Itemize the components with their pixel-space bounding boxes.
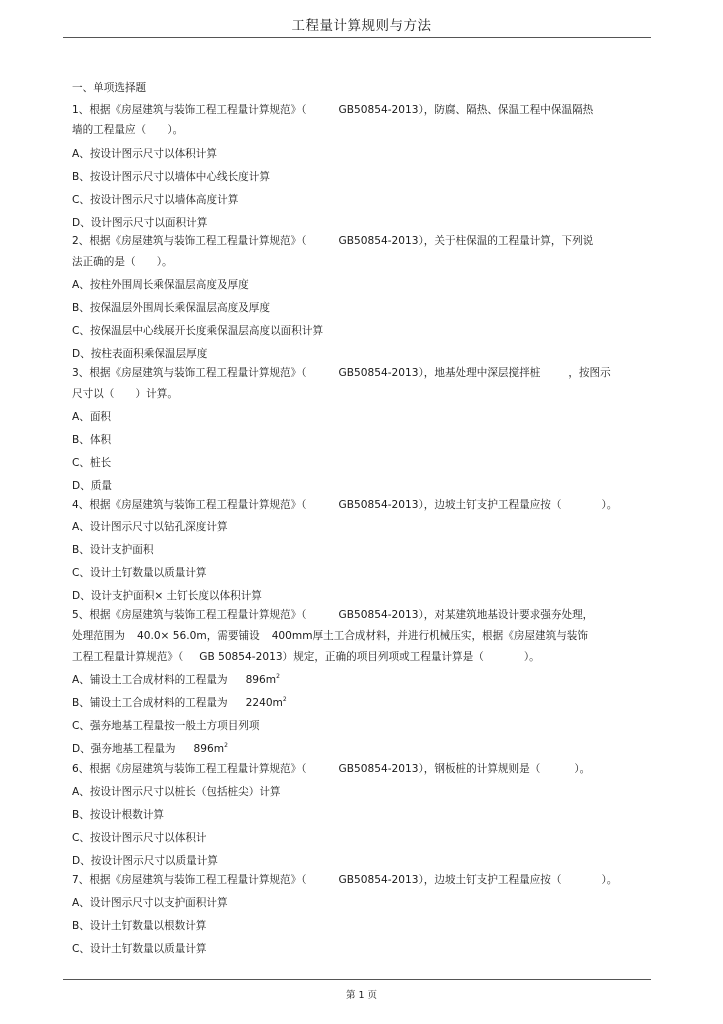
question-5-line-3: 工程工程量计算规范》（ GB 50854-2013）规定，正确的项目列项或工程量计算是（ ）。 <box>72 651 540 663</box>
question-2-option-c: C、按保温层中心线展开长度乘保温层高度以面积计算 <box>72 325 324 337</box>
question-4-option-b: B、设计支护面积 <box>72 544 154 556</box>
question-5-option-b: B、铺设土工合成材料的工程量为 $2240m^2$ <box>72 696 287 709</box>
question-3-option-d: D、质量 <box>72 480 112 492</box>
question-3-line-2: 尺寸以（ ）计算。 <box>72 388 178 400</box>
document-title: 工程量计算规则与方法 <box>291 18 432 34</box>
question-7-option-a: A、设计图示尺寸以支护面积计算 <box>72 897 228 909</box>
question-3-option-b: B、体积 <box>72 434 112 446</box>
header-rule <box>63 37 651 38</box>
question-5-option-d: D、强夯地基工程量为 $896m^2$ <box>72 742 228 755</box>
question-2-line-1: 2、根据《房屋建筑与装饰工程工程量计算规范》（ GB50854-2013），关于柱保温的工程量计算，下列说 <box>72 235 594 247</box>
question-7-option-c: C、设计土钉数量以质量计算 <box>72 943 207 955</box>
question-7-line-1: 7、根据《房屋建筑与装饰工程工程量计算规范》（ GB50854-2013），边坡土钉支护工程量应按（ ）。 <box>72 874 618 886</box>
question-1-option-a: A、按设计图示尺寸以体积计算 <box>72 148 217 160</box>
question-6-line-1: 6、根据《房屋建筑与装饰工程工程量计算规范》（ GB50854-2013），钢板桩的计算规则是（ ）。 <box>72 763 591 775</box>
question-6-option-d: D、按设计图示尺寸以质量计算 <box>72 855 218 867</box>
question-1-option-c: C、按设计图示尺寸以墙体高度计算 <box>72 194 239 206</box>
question-3-option-c: C、桩长 <box>72 457 112 469</box>
question-5-option-c: C、强夯地基工程量按一般土方项目列项 <box>72 720 260 732</box>
question-1-line-1: 1、根据《房屋建筑与装饰工程工程量计算规范》（ GB50854-2013），防腐、隔热、保温工程中保温隔热 <box>72 104 594 116</box>
question-2-option-b: B、按保温层外围周长乘保温层高度及厚度 <box>72 302 270 314</box>
question-2-option-d: D、按柱表面积乘保温层厚度 <box>72 348 208 360</box>
question-4-option-c: C、设计土钉数量以质量计算 <box>72 567 207 579</box>
question-6-option-a: A、按设计图示尺寸以桩长（包括桩尖）计算 <box>72 786 281 798</box>
question-6-option-c: C、按设计图示尺寸以体积计 <box>72 832 207 844</box>
question-2-option-a: A、按柱外围周长乘保温层高度及厚度 <box>72 279 249 291</box>
question-2-line-2: 法正确的是（ ）。 <box>72 256 173 268</box>
question-5-option-a: A、铺设土工合成材料的工程量为 $896m^2$ <box>72 673 280 686</box>
question-5-line-2: 处理范围为 40.0× 56.0m，需要铺设 400mm厚土工合成材料，并进行机械压实，根据《房屋建筑与装饰 <box>72 630 588 642</box>
question-1-option-d: D、设计图示尺寸以面积计算 <box>72 217 208 229</box>
page-number: 第 1 页 <box>345 990 378 1001</box>
question-5-line-1: 5、根据《房屋建筑与装饰工程工程量计算规范》（ GB50854-2013），对某建筑地基设计要求强夯处理， <box>72 609 594 621</box>
question-6-option-b: B、按设计根数计算 <box>72 809 165 821</box>
question-3-option-a: A、面积 <box>72 411 112 423</box>
question-7-option-b: B、设计土钉数量以根数计算 <box>72 920 207 932</box>
section-heading: 一、单项选择题 <box>72 82 147 94</box>
question-4-option-d: D、设计支护面积× 土钉长度以体积计算 <box>72 590 262 602</box>
question-4-option-a: A、设计图示尺寸以钻孔深度计算 <box>72 521 228 533</box>
question-1-line-2: 墙的工程量应（ ）。 <box>72 124 184 136</box>
footer-rule <box>63 979 651 980</box>
question-3-line-1: 3、根据《房屋建筑与装饰工程工程量计算规范》（ GB50854-2013），地基处理中深层搅拌桩 ，按图示 <box>72 367 611 379</box>
question-4-line-1: 4、根据《房屋建筑与装饰工程工程量计算规范》（ GB50854-2013），边坡土钉支护工程量应按（ ）。 <box>72 499 618 511</box>
question-1-option-b: B、按设计图示尺寸以墙体中心线长度计算 <box>72 171 270 183</box>
